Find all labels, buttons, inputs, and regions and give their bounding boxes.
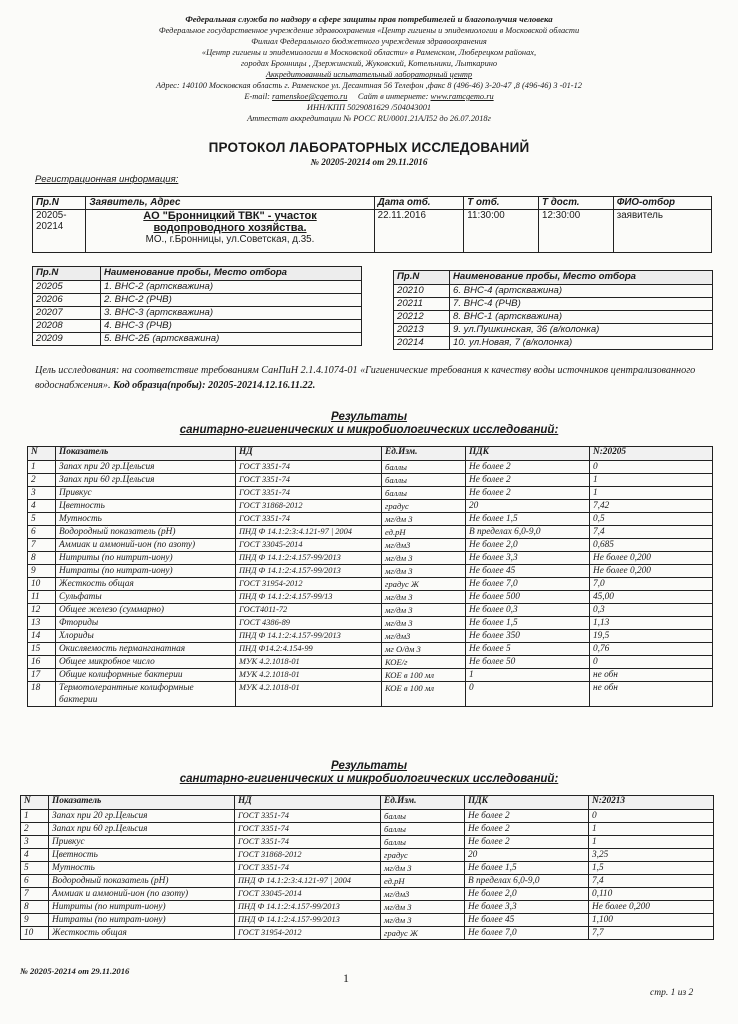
row-number: 16: [28, 656, 56, 669]
indicator-name: Аммиак и аммоний-ион (по азоту): [49, 888, 235, 901]
indicator-name: Нитриты (по нитрит-иону): [49, 901, 235, 914]
sample-name: 8. ВНС-1 (артскважина): [450, 311, 713, 324]
row-number: 5: [21, 862, 49, 875]
samples-left-header: Наименование пробы, Место отбора: [101, 267, 362, 281]
pdk-limit: Не более 45: [465, 914, 589, 927]
results-header: ПДК: [465, 796, 589, 810]
method-nd: ПНД Ф 14.1:2:4.157-99/2013: [236, 630, 382, 643]
indicator-name: Общие колиформные бактерии: [56, 669, 236, 682]
sample-number: 20212: [394, 311, 450, 324]
sample-number: 20205: [33, 281, 101, 294]
results-header: НД: [235, 796, 381, 810]
pdk-limit: Не более 45: [466, 565, 590, 578]
footer-protocol-number: № 20205-20214 от 29.11.2016: [20, 966, 130, 976]
method-nd: ГОСТ 3351-74: [235, 862, 381, 875]
method-nd: ГОСТ 3351-74: [236, 513, 382, 526]
indicator-name: Нитриты (по нитрит-иону): [56, 552, 236, 565]
registration-t-delivery: 12:30:00: [539, 210, 614, 253]
indicator-name: Нитраты (по нитрат-иону): [49, 914, 235, 927]
row-number: 13: [28, 617, 56, 630]
header-line-3: Филиал Федерального бюджетного учреждения здравоохранения: [251, 37, 487, 46]
row-number: 12: [28, 604, 56, 617]
header-contacts: [0, 91, 738, 102]
sample-row: [394, 285, 713, 298]
results-row: [28, 500, 713, 513]
result-value: 1: [590, 474, 713, 487]
applicant-org-line-1: АО "Бронницкий ТВК" - участок: [143, 210, 317, 222]
indicator-name: Окисляемость перманганатная: [56, 643, 236, 656]
results-row: [21, 849, 714, 862]
results-row: [28, 630, 713, 643]
unit: мг О/дм 3: [382, 643, 466, 656]
sample-code: Код образца(пробы): 20205-20214.12.16.11.22.: [113, 380, 316, 391]
pdk-limit: Не более 2: [465, 836, 589, 849]
sample-number: 20210: [394, 285, 450, 298]
result-value: 45,00: [590, 591, 713, 604]
result-value: 0: [589, 810, 714, 823]
results-2-table: [20, 795, 714, 940]
indicator-name: Термотолерантные колиформные бактерии: [56, 682, 236, 707]
row-number: 14: [28, 630, 56, 643]
pdk-limit: Не более 1,5: [466, 513, 590, 526]
row-number: 3: [28, 487, 56, 500]
method-nd: ГОСТ 33045-2014: [236, 539, 382, 552]
sample-name: 4. ВНС-3 (РЧВ): [101, 320, 362, 333]
indicator-name: Общее железо (суммарно): [56, 604, 236, 617]
sample-row: [33, 307, 362, 320]
indicator-name: Цветность: [56, 500, 236, 513]
registration-header: ФИО-отбор: [613, 197, 711, 210]
result-value: 0,5: [590, 513, 713, 526]
footer-page-of: стр. 1 из 2: [650, 988, 694, 998]
result-value: 7,4: [590, 526, 713, 539]
unit: ед.рН: [382, 526, 466, 539]
result-value: Не более 0,200: [590, 565, 713, 578]
results-header: Ед.Изм.: [382, 447, 466, 461]
header-line-2: Федеральное государственное учреждение здравоохранения «Центр гигиены и эпидемиологии в Московской области: [158, 26, 580, 35]
pdk-limit: В пределах 6,0-9,0: [465, 875, 589, 888]
header-inn: ИНН/КПП 5029081629 /504043001: [306, 103, 432, 112]
pdk-limit: Не более 2,0: [466, 539, 590, 552]
results-row: [21, 810, 714, 823]
results-row: [21, 901, 714, 914]
unit: баллы: [382, 487, 466, 500]
registration-t-sample: 11:30:00: [464, 210, 539, 253]
indicator-name: Водородный показатель (рН): [56, 526, 236, 539]
row-number: 18: [28, 682, 56, 707]
registration-header: Заявитель, Адрес: [86, 197, 374, 210]
unit: баллы: [381, 810, 465, 823]
method-nd: ГОСТ 31954-2012: [235, 927, 381, 940]
sample-name: 10. ул.Новая, 7 (в/колонка): [450, 337, 713, 350]
results-row: [28, 487, 713, 500]
sample-row: [33, 281, 362, 294]
sample-name: 7. ВНС-4 (РЧВ): [450, 298, 713, 311]
unit: мг/дм3: [382, 630, 466, 643]
email-label: E-mail:: [244, 92, 270, 101]
result-value: не обн: [590, 669, 713, 682]
header-attestat: Аттестат аккредитации № РОСС RU/0001.21АЛ52 до 26.07.2018г: [247, 114, 491, 123]
registration-header: Дата отб.: [374, 197, 464, 210]
pdk-limit: Не более 1,5: [465, 862, 589, 875]
sample-number: 20214: [394, 337, 450, 350]
row-number: 8: [28, 552, 56, 565]
row-number: 1: [28, 461, 56, 474]
row-number: 4: [28, 500, 56, 513]
unit: ед.рН: [381, 875, 465, 888]
pdk-limit: Не более 7,0: [465, 927, 589, 940]
samples-right-header: Пр.N: [394, 271, 450, 285]
sample-row: [33, 294, 362, 307]
method-nd: ПНД Ф 14.1:2:3:4.121-97 | 2004: [235, 875, 381, 888]
result-value: 0,685: [590, 539, 713, 552]
row-number: 9: [21, 914, 49, 927]
registration-fio: заявитель: [613, 210, 711, 253]
registration-header-row: [33, 197, 712, 210]
unit: градус: [382, 500, 466, 513]
result-value: 1,100: [589, 914, 714, 927]
pdk-limit: Не более 50: [466, 656, 590, 669]
indicator-name: Цветность: [49, 849, 235, 862]
indicator-name: Привкус: [56, 487, 236, 500]
method-nd: ГОСТ 31868-2012: [235, 849, 381, 862]
samples-left-table: [32, 266, 362, 346]
results-2-title-line-2: санитарно-гигиенических и микробиологических исследований:: [179, 773, 559, 785]
results-row: [21, 862, 714, 875]
registration-table: [32, 196, 712, 253]
pdk-limit: В пределах 6,0-9,0: [466, 526, 590, 539]
registration-applicant: [86, 210, 374, 253]
indicator-name: Жесткость общая: [49, 927, 235, 940]
indicator-name: Хлориды: [56, 630, 236, 643]
result-value: 0,3: [590, 604, 713, 617]
pdk-limit: Не более 1,5: [466, 617, 590, 630]
method-nd: ГОСТ 3351-74: [236, 487, 382, 500]
pdk-limit: Не более 0,3: [466, 604, 590, 617]
results-row: [28, 643, 713, 656]
sample-row: [33, 333, 362, 346]
registration-row: [33, 210, 712, 253]
method-nd: ГОСТ 31868-2012: [236, 500, 382, 513]
indicator-name: Мутность: [56, 513, 236, 526]
registration-header: Т дост.: [539, 197, 614, 210]
result-value: 7,0: [590, 578, 713, 591]
pdk-limit: Не более 7,0: [466, 578, 590, 591]
result-value: 1: [590, 487, 713, 500]
indicator-name: Запах при 60 гр.Цельсия: [49, 823, 235, 836]
results-row: [28, 526, 713, 539]
results-row: [28, 591, 713, 604]
unit: мг/дм3: [382, 539, 466, 552]
results-header: Ед.Изм.: [381, 796, 465, 810]
result-value: 0: [590, 461, 713, 474]
results-row: [28, 565, 713, 578]
row-number: 2: [21, 823, 49, 836]
email-link[interactable]: ramenskoe@cgemo.ru: [272, 92, 348, 101]
row-number: 6: [28, 526, 56, 539]
result-value: Не более 0,200: [589, 901, 714, 914]
results-header: ПДК: [466, 447, 590, 461]
results-2-title-line-1: Результаты: [330, 760, 408, 772]
results-row: [28, 474, 713, 487]
pdk-limit: Не более 2: [466, 461, 590, 474]
results-row: [21, 836, 714, 849]
results-row: [28, 682, 713, 707]
applicant-org-line-2: водопроводного хозяйства.: [153, 222, 307, 234]
unit: мг/дм 3: [382, 604, 466, 617]
method-nd: ПНД Ф14.2:4.154-99: [236, 643, 382, 656]
row-number: 1: [21, 810, 49, 823]
row-number: 6: [21, 875, 49, 888]
registration-label: Регистрационная информация:: [35, 174, 179, 185]
method-nd: ГОСТ 3351-74: [235, 810, 381, 823]
results-row: [21, 927, 714, 940]
sample-name: 9. ул.Пушкинская, 36 (в/колонка): [450, 324, 713, 337]
registration-header: Т отб.: [464, 197, 539, 210]
pdk-limit: Не более 2: [466, 474, 590, 487]
site-link[interactable]: www.ramcgemo.ru: [430, 92, 494, 101]
row-number: 5: [28, 513, 56, 526]
unit: мг/дм 3: [382, 617, 466, 630]
pdk-limit: Не более 3,3: [466, 552, 590, 565]
results-row: [28, 578, 713, 591]
pdk-limit: Не более 2,0: [465, 888, 589, 901]
result-value: Не более 0,200: [590, 552, 713, 565]
sample-row: [33, 320, 362, 333]
results-header: N:20205: [590, 447, 713, 461]
sample-number: 20206: [33, 294, 101, 307]
method-nd: ПНД Ф 14.1:2:4.157-99/2013: [235, 914, 381, 927]
pdk-limit: Не более 3,3: [465, 901, 589, 914]
indicator-name: Водородный показатель (рН): [49, 875, 235, 888]
method-nd: ГОСТ 3351-74: [235, 836, 381, 849]
indicator-name: Запах при 20 гр.Цельсия: [56, 461, 236, 474]
sample-row: [394, 298, 713, 311]
sample-name: 5. ВНС-2Б (артскважина): [101, 333, 362, 346]
pdk-limit: Не более 2: [465, 823, 589, 836]
pdk-limit: Не более 5: [466, 643, 590, 656]
unit: мг/дм 3: [381, 901, 465, 914]
unit: КОЕ в 100 мл: [382, 669, 466, 682]
samples-right-table: [393, 270, 713, 350]
row-number: 7: [28, 539, 56, 552]
samples-right-header: Наименование пробы, Место отбора: [450, 271, 713, 285]
pdk-limit: Не более 500: [466, 591, 590, 604]
indicator-name: Аммиак и аммоний-ион (по азоту): [56, 539, 236, 552]
result-value: 3,25: [589, 849, 714, 862]
registration-header: Пр.N: [33, 197, 86, 210]
results-header: N:20213: [589, 796, 714, 810]
organization-header: [0, 14, 738, 124]
indicator-name: Общее микробное число: [56, 656, 236, 669]
footer-page-number: 1: [343, 971, 349, 985]
row-number: 4: [21, 849, 49, 862]
row-number: 7: [21, 888, 49, 901]
row-number: 15: [28, 643, 56, 656]
page-title: ПРОТОКОЛ ЛАБОРАТОРНЫХ ИССЛЕДОВАНИЙ: [208, 140, 530, 155]
pdk-limit: Не более 2: [465, 810, 589, 823]
samples-left-header: Пр.N: [33, 267, 101, 281]
unit: мг/дм 3: [381, 914, 465, 927]
row-number: 8: [21, 901, 49, 914]
results-1-title: [0, 411, 738, 437]
header-line-6: Аккредитованный испытательный лабораторный центр: [265, 70, 473, 79]
pdk-limit: 20: [466, 500, 590, 513]
sample-name: 2. ВНС-2 (РЧВ): [101, 294, 362, 307]
sample-number: 20213: [394, 324, 450, 337]
unit: баллы: [382, 474, 466, 487]
unit: мг/дм 3: [382, 565, 466, 578]
method-nd: МУК 4.2.1018-01: [236, 682, 382, 707]
sample-name: 3. ВНС-3 (артскважина): [101, 307, 362, 320]
sample-number: 20208: [33, 320, 101, 333]
result-value: 1: [589, 823, 714, 836]
sample-name: 1. ВНС-2 (артскважина): [101, 281, 362, 294]
row-number: 9: [28, 565, 56, 578]
results-header: N: [21, 796, 49, 810]
indicator-name: Жесткость общая: [56, 578, 236, 591]
pdk-limit: 20: [465, 849, 589, 862]
results-row: [21, 888, 714, 901]
result-value: 1,13: [590, 617, 713, 630]
results-1-table: [27, 446, 713, 707]
method-nd: МУК 4.2.1018-01: [236, 656, 382, 669]
method-nd: ГОСТ 33045-2014: [235, 888, 381, 901]
purpose-paragraph: [35, 363, 715, 393]
results-row: [21, 823, 714, 836]
result-value: не обн: [590, 682, 713, 707]
results-1-title-line-2: санитарно-гигиенических и микробиологических исследований:: [179, 424, 559, 436]
method-nd: ПНД Ф 14.1:2:4.157-99/13: [236, 591, 382, 604]
results-header: N: [28, 447, 56, 461]
sample-number: 20207: [33, 307, 101, 320]
results-row: [28, 669, 713, 682]
unit: градус Ж: [382, 578, 466, 591]
method-nd: ГОСТ 3351-74: [236, 474, 382, 487]
pdk-limit: 1: [466, 669, 590, 682]
protocol-number: № 20205-20214 от 29.11.2016: [310, 157, 428, 167]
unit: баллы: [381, 836, 465, 849]
registration-date: 22.11.2016: [374, 210, 464, 253]
site-label: Сайт в интернете:: [357, 92, 429, 101]
method-nd: ПНД Ф 14.1:2:4.157-99/2013: [235, 901, 381, 914]
row-number: 17: [28, 669, 56, 682]
result-value: 7,7: [589, 927, 714, 940]
indicator-name: Запах при 60 гр.Цельсия: [56, 474, 236, 487]
pdk-limit: Не более 350: [466, 630, 590, 643]
unit: градус Ж: [381, 927, 465, 940]
results-row: [28, 513, 713, 526]
purpose-text: Цель исследования: на соответствие требованиям СанПиН 2.1.4.1074-01 «Гигиенические требования к качеству воды источников централизованного водоснабжения».: [35, 365, 696, 391]
results-row: [21, 914, 714, 927]
results-2-header-row: [21, 796, 714, 810]
result-value: 0: [590, 656, 713, 669]
results-header: НД: [236, 447, 382, 461]
method-nd: ГОСТ4011-72: [236, 604, 382, 617]
registration-pr-n: 20205-20214: [33, 210, 86, 253]
result-value: 7,42: [590, 500, 713, 513]
indicator-name: Сульфаты: [56, 591, 236, 604]
applicant-address: МО., г.Бронницы, ул.Советская, д.35.: [145, 234, 315, 245]
unit: градус: [381, 849, 465, 862]
method-nd: ПНД Ф 14.1:2:4.157-99/2013: [236, 552, 382, 565]
method-nd: ГОСТ 4386-89: [236, 617, 382, 630]
results-row: [21, 875, 714, 888]
row-number: 2: [28, 474, 56, 487]
sample-row: [394, 311, 713, 324]
sample-name: 6. ВНС-4 (артскважина): [450, 285, 713, 298]
result-value: 19,5: [590, 630, 713, 643]
unit: мг/дм3: [381, 888, 465, 901]
unit: КОЕ/г: [382, 656, 466, 669]
sample-row: [394, 337, 713, 350]
sample-number: 20211: [394, 298, 450, 311]
results-header: Показатель: [56, 447, 236, 461]
results-1-header-row: [28, 447, 713, 461]
result-value: 1: [589, 836, 714, 849]
results-row: [28, 656, 713, 669]
indicator-name: Нитраты (по нитрат-иону): [56, 565, 236, 578]
header-line-1: Федеральная служба по надзору в сфере защиты прав потребителей и благополучия человека: [185, 14, 553, 24]
unit: мг/дм 3: [382, 552, 466, 565]
unit: баллы: [381, 823, 465, 836]
result-value: 0,110: [589, 888, 714, 901]
unit: КОЕ в 100 мл: [382, 682, 466, 707]
row-number: 10: [28, 578, 56, 591]
results-row: [28, 461, 713, 474]
unit: мг/дм 3: [382, 513, 466, 526]
indicator-name: Запах при 20 гр.Цельсия: [49, 810, 235, 823]
method-nd: ГОСТ 31954-2012: [236, 578, 382, 591]
header-line-4: «Центр гигиены и эпидемиологии в Московской области» в Раменском, Люберецком районах,: [201, 48, 537, 57]
row-number: 11: [28, 591, 56, 604]
method-nd: ГОСТ 3351-74: [235, 823, 381, 836]
unit: баллы: [382, 461, 466, 474]
results-row: [28, 539, 713, 552]
row-number: 10: [21, 927, 49, 940]
row-number: 3: [21, 836, 49, 849]
result-value: 0,76: [590, 643, 713, 656]
unit: мг/дм 3: [381, 862, 465, 875]
results-header: Показатель: [49, 796, 235, 810]
pdk-limit: Не более 2: [466, 487, 590, 500]
unit: мг/дм 3: [382, 591, 466, 604]
results-2-title: [0, 760, 738, 786]
indicator-name: Фториды: [56, 617, 236, 630]
method-nd: ПНД Ф 14.1:2:4.157-99/2013: [236, 565, 382, 578]
header-line-5: городах Бронницы , Дзержинский, Жуковский, Котельники, Лыткарино: [240, 59, 498, 68]
indicator-name: Привкус: [49, 836, 235, 849]
sample-row: [394, 324, 713, 337]
method-nd: МУК 4.2.1018-01: [236, 669, 382, 682]
results-1-title-line-1: Результаты: [330, 411, 408, 423]
results-row: [28, 617, 713, 630]
method-nd: ПНД Ф 14.1:2:3:4.121-97 | 2004: [236, 526, 382, 539]
indicator-name: Мутность: [49, 862, 235, 875]
results-row: [28, 552, 713, 565]
header-address: Адрес: 140100 Московская область г. Раменское ул. Десантная 56 Телефон ,факс 8 (496-46) 3-20-47 ,8 (496-46) 3 -01-12: [156, 81, 582, 90]
pdk-limit: 0: [466, 682, 590, 707]
sample-number: 20209: [33, 333, 101, 346]
results-row: [28, 604, 713, 617]
result-value: 1,5: [589, 862, 714, 875]
method-nd: ГОСТ 3351-74: [236, 461, 382, 474]
result-value: 7,4: [589, 875, 714, 888]
